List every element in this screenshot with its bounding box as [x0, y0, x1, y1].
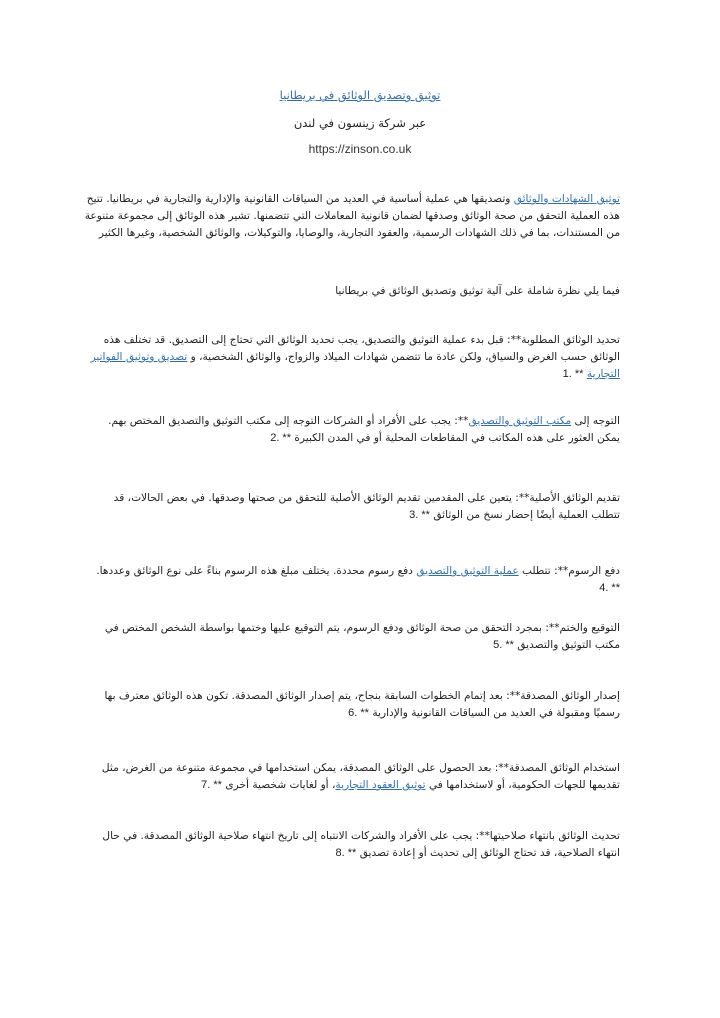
step-paragraph-5 — [82, 620, 620, 654]
step-number: 5. ** — [493, 639, 514, 651]
step-number: 3. ** — [409, 509, 430, 521]
step-paragraph-2 — [82, 413, 620, 447]
step-text-after: دفع رسوم محددة. يختلف مبلغ هذه الرسوم بناءً على نوع الوثائق وعددها. — [96, 565, 417, 577]
step-text: استخدام الوثائق المصدقة**: بعد الحصول على الوثائق المصدقة، يمكن استخدامها في مجموعة متنوعة من الغرض، مثل تقديمها للجهات الحكومية، أو لاستخدامها في — [101, 762, 620, 791]
website-url: https://zinson.co.uk — [308, 142, 412, 156]
step-number: 8. ** — [335, 847, 357, 859]
step-number: 6. ** — [348, 707, 369, 719]
intro-link[interactable]: توثيق الشهادات والوثائق — [513, 193, 620, 205]
step-link[interactable]: توثيق العقود التجارية — [335, 779, 426, 791]
step-text: إصدار الوثائق المصدقة**: بعد إتمام الخطوات السابقة بنجاح، يتم إصدار الوثائق المصدقة. تكون هذه الوثائق معترف بها رسميًا ومقبولة في العديد من السياقات القانونية والإدارية — [104, 690, 620, 719]
document-title — [0, 88, 720, 102]
document-subtitle: عبر شركة زينسون في لندن — [293, 116, 427, 130]
step-paragraph-4 — [82, 563, 620, 597]
step-link[interactable]: مكتب التوثيق والتصديق — [468, 415, 572, 427]
step-text: تحديث الوثائق بانتهاء صلاحيتها**: يجب على الأفراد والشركات الانتباه إلى تاريخ انتهاء صلاحية الوثائق المصدقة. في حال انتهاء الصلاحية، قد تحتاج الوثائق إلى تحديث أو إعادة تصديق — [102, 830, 620, 859]
step-text-after: **: يجب على الأفراد أو الشركات التوجه إلى مكتب التوثيق والتصديق المختص بهم. يمكن العثور على هذه المكاتب في المقاطعات المحلية أو في المدن الكبيرة — [108, 415, 620, 444]
step-number: 1. ** — [562, 368, 584, 380]
intro-paragraph — [82, 191, 620, 242]
step-paragraph-1 — [82, 332, 620, 383]
step-paragraph-7 — [82, 760, 620, 794]
step-number: 4. ** — [599, 582, 620, 594]
step-text: التوقيع والختم**: بمجرد التحقق من صحة الوثائق ودفع الرسوم، يتم التوقيع عليها وختمها بواسطة الشخص المختص في مكتب التوثيق والتصديق — [104, 622, 620, 651]
intro-text: وتصديقها هي عملية أساسية في العديد من السياقات القانونية والإدارية والتجارية في بريطانيا. تتيح هذه العملية التحقق من صحة الوثائق وصدقها لضمان قانونية المعاملات التي تتضمنها. تشير هذه الوثائق إلى مجموعة متنوعة من المستندات، بما في ذلك الشهادات الرسمية، والعقود التجارية، والوصايا، والتوكيلات، والوثائق الشخصية، وغيرها الكثير — [84, 193, 620, 239]
step-paragraph-6 — [82, 688, 620, 722]
step-link[interactable]: تصديق وتوثيق الفواتير التجارية — [90, 351, 620, 380]
step-text: التوجه إلى — [571, 415, 620, 427]
step-number: 7. ** — [201, 779, 222, 791]
step-paragraph-8 — [82, 828, 620, 862]
step-text-after: ، أو لغايات شخصية أخرى — [225, 779, 336, 791]
step-link[interactable]: عملية التوثيق والتصديق — [416, 565, 519, 577]
step-paragraph-3 — [82, 490, 620, 524]
step-text: دفع الرسوم**: تتطلب — [518, 565, 620, 577]
step-text: تحديد الوثائق المطلوبة**: قبل بدء عملية التوثيق والتصديق، يجب تحديد الوثائق التي تحتاج إلى التصديق. قد تختلف هذه الوثائق حسب الغرض والسياق، ولكن عادة ما تتضمن شهادات الميلاد والزواج، والوثائق الشخصية، و — [103, 334, 620, 363]
title-link[interactable]: توثيق وتصديق الوثائق في بريطانيا — [279, 88, 441, 102]
step-text: تقديم الوثائق الأصلية**: يتعين على المقدمين تقديم الوثائق الأصلية للتحقق من صحتها وصدقها. في بعض الحالات، قد تتطلب العملية أيضًا إحضار نسخ من الوثائق — [113, 492, 620, 521]
overview-paragraph: فيما يلي نظرة شاملة على آلية توثيق وتصديق الوثائق في بريطانيا — [335, 285, 620, 297]
step-number: 2. ** — [270, 432, 291, 444]
